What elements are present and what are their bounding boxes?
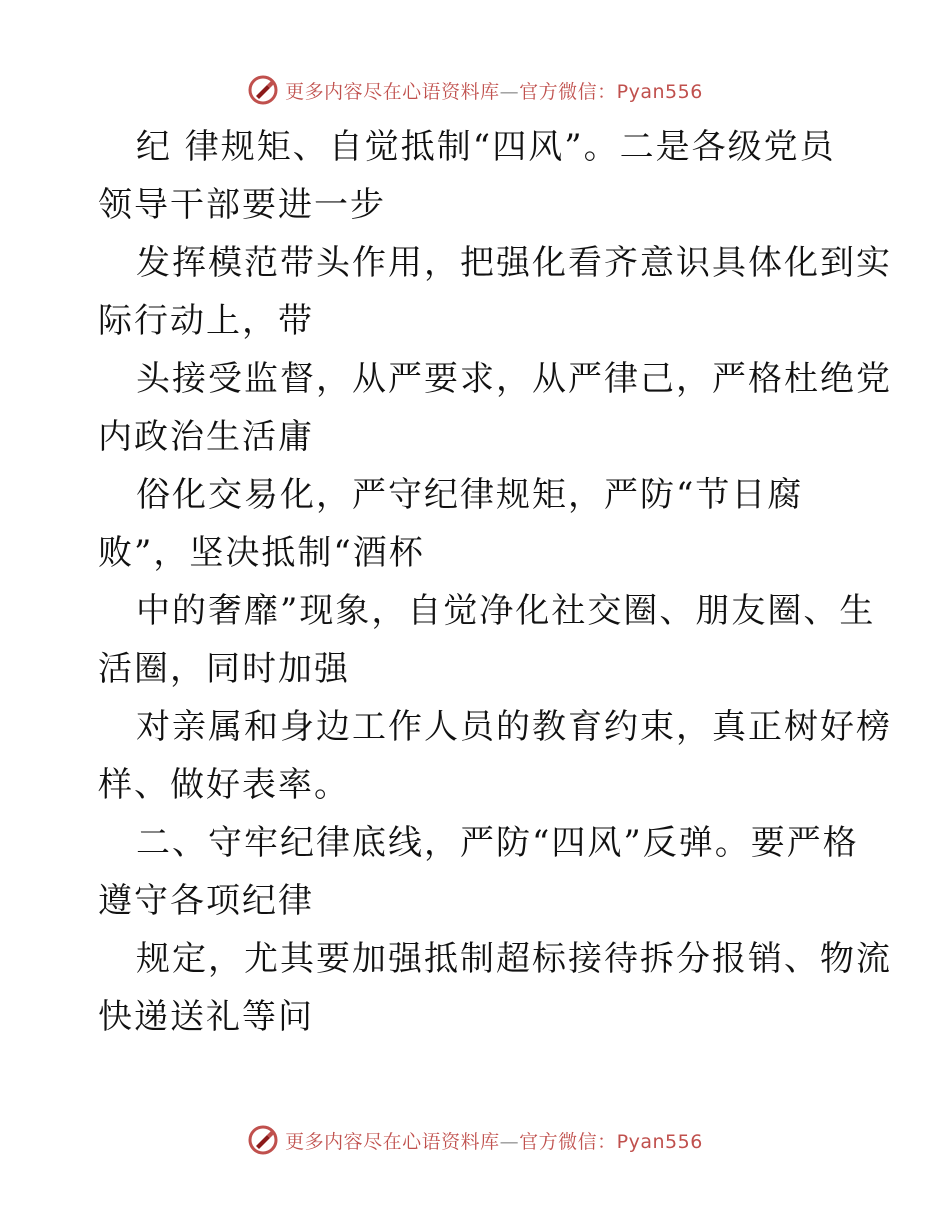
text-line: 内政治生活庸 [98, 417, 314, 457]
text-line: 俗化交易化，严守纪律规矩，严防“节日腐 [136, 475, 804, 515]
header-banner-text [285, 77, 703, 104]
footer-banner-text [285, 1127, 703, 1154]
text-line: 纪 律规矩、自觉抵制“四风”。二是各级党员 [136, 127, 836, 167]
footer-banner-main: 更多内容尽在心语资料库 [285, 1130, 500, 1153]
header-banner-contact: 官方微信：Pyan556 [519, 80, 703, 103]
header-banner [0, 70, 950, 110]
text-line: 样、做好表率。 [98, 765, 350, 805]
document-body [98, 118, 892, 1046]
pen-logo-icon [247, 74, 279, 106]
text-line: 败”，坚决抵制“酒杯 [98, 533, 425, 573]
text-line: 头接受监督，从严要求，从严律己，严格杜绝党 [136, 359, 892, 399]
text-line: 中的奢靡”现象，自觉净化社交圈、朋友圈、生 [136, 591, 876, 631]
pen-logo-icon [247, 1124, 279, 1156]
footer-banner-contact: 官方微信：Pyan556 [519, 1130, 703, 1153]
text-line: 对亲属和身边工作人员的教育约束，真正树好榜 [136, 707, 892, 747]
text-line: 二、守牢纪律底线，严防“四风”反弹。要严格 [136, 823, 859, 863]
text-line: 领导干部要进一步 [98, 185, 386, 225]
text-line: 快递送礼等问 [98, 997, 314, 1037]
footer-banner [0, 1120, 950, 1160]
text-line: 际行动上，带 [98, 301, 314, 341]
text-line: 活圈，同时加强 [98, 649, 350, 689]
text-line: 规定，尤其要加强抵制超标接待拆分报销、物流 [136, 939, 892, 979]
footer-banner-dash: — [499, 1130, 520, 1153]
header-banner-main: 更多内容尽在心语资料库 [285, 80, 500, 103]
text-line: 发挥模范带头作用，把强化看齐意识具体化到实 [136, 243, 892, 283]
text-line: 遵守各项纪律 [98, 881, 314, 921]
header-banner-dash: — [499, 80, 520, 103]
